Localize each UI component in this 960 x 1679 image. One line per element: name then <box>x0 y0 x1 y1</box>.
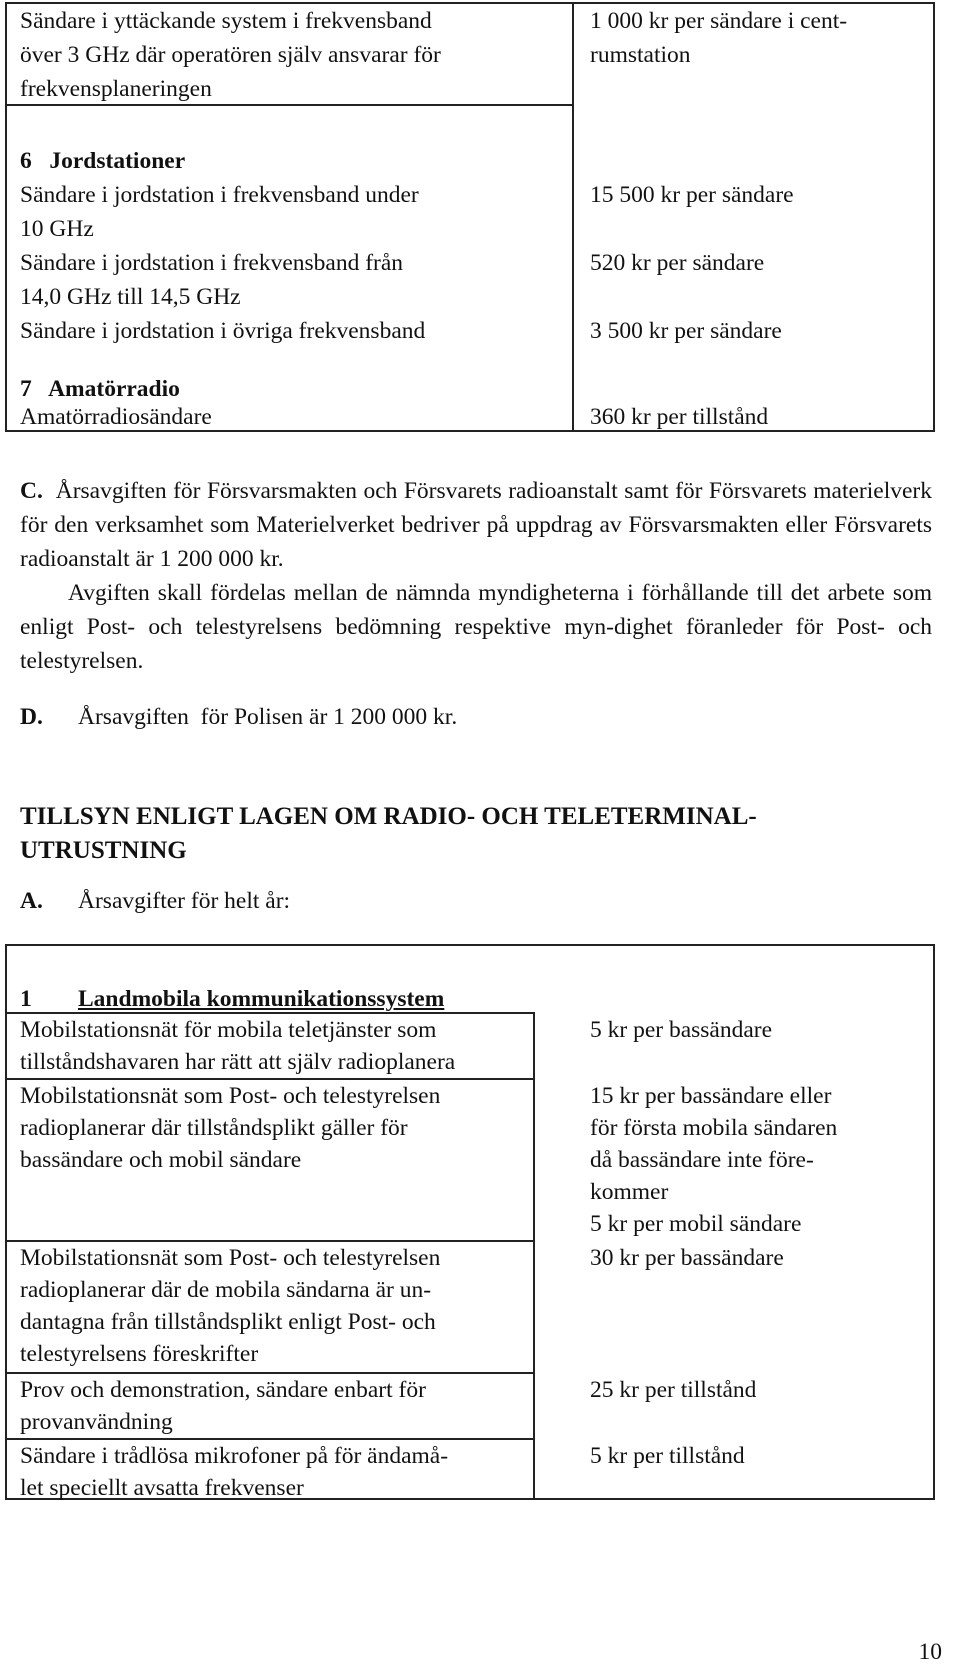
transmitter-wide-area-fee: 1 000 kr per sändare i cent- rumstation <box>590 8 848 68</box>
section-c-paragraph-2 <box>20 576 932 678</box>
section-heading-jordstationer: 6 Jordstationer <box>20 148 186 174</box>
section-c-marker: C. <box>20 478 43 504</box>
table-row-fee: 5 kr per bassändare <box>590 1017 773 1043</box>
landmobile-heading <box>20 982 444 1016</box>
landmobile-heading-text: Landmobila kommunikationssystem <box>78 986 445 1012</box>
transmitter-wide-area-label: Sändare i yttäckande system i frekvensband över 3 GHz där operatören själv ansvarar för frekvensplaneringen <box>20 8 441 102</box>
earth-station-14ghz-fee: 520 kr per sändare <box>590 250 765 276</box>
section-a-text: Årsavgifter för helt år: <box>78 888 291 914</box>
section-d-marker: D. <box>20 704 43 730</box>
earth-station-under-10ghz-label: Sändare i jordstation i frekvensband under 10 GHz <box>20 182 419 242</box>
table-column-divider <box>572 2 574 432</box>
table-row-label: Mobilstationsnät som Post- och telestyrelsen radioplanerar där tillståndsplikt gäller för bassändare och mobil sändare <box>20 1083 441 1173</box>
earth-station-14ghz-label: Sändare i jordstation i frekvensband från 14,0 GHz till 14,5 GHz <box>20 250 404 310</box>
tillsyn-heading: TILLSYN ENLIGT LAGEN OM RADIO- OCH TELETERMINAL- UTRUSTNING <box>20 803 757 864</box>
amateur-transmitter-fee: 360 kr per tillstånd <box>590 404 769 430</box>
section-d-paragraph <box>20 700 932 734</box>
earth-station-other-fee: 3 500 kr per sändare <box>590 318 782 344</box>
earth-station-other-label: Sändare i jordstation i övriga frekvensband <box>20 318 426 344</box>
table-row-fee: 15 kr per bassändare eller för första mobila sändaren då bassändare inte före- kommer 5 kr per mobil sändare <box>590 1083 838 1237</box>
earth-station-under-10ghz-fee: 15 500 kr per sändare <box>590 182 794 208</box>
amateur-transmitter-label: Amatörradiosändare <box>20 404 212 430</box>
table-row-label: Prov och demonstration, sändare enbart för provanvändning <box>20 1377 426 1435</box>
page-number: 10 <box>918 1639 942 1665</box>
section-a-paragraph <box>20 884 932 918</box>
section-c-paragraph-1 <box>20 474 932 576</box>
table-row-fee: 25 kr per tillstånd <box>590 1377 757 1403</box>
section-heading-amatorradio: 7 Amatörradio <box>20 376 180 402</box>
section-c-text-2: Avgiften skall fördelas mellan de nämnda myndigheterna i förhållande till det arbete som enligt Post- och telestyrelsens bedömning respektive myn-dighet föranleder för Post- och telestyrelsen. <box>20 580 932 674</box>
section-a-marker: A. <box>20 888 43 914</box>
table-column-divider <box>533 1012 535 1498</box>
section-d-text: Årsavgiften för Polisen är 1 200 000 kr. <box>78 704 458 730</box>
landmobile-heading-number: 1 <box>20 986 32 1012</box>
section-c-text-1: Årsavgiften för Försvarsmakten och Försvarets radioanstalt samt för Försvarets materielverk för den verksamhet som Materielverket bedriver på uppdrag av Försvarsmakten eller Försvarets radioanstalt är 1 200 000 kr. <box>20 478 932 572</box>
table-row-label: Sändare i trådlösa mikrofoner på för ändamå- let speciellt avsatta frekvenser <box>20 1443 449 1501</box>
table-row-fee: 5 kr per tillstånd <box>590 1443 745 1469</box>
table-row-fee: 30 kr per bassändare <box>590 1245 784 1271</box>
table-row-label: Mobilstationsnät för mobila teletjänster som tillståndshavaren har rätt att själv radioplanera <box>20 1017 456 1075</box>
table-row-label: Mobilstationsnät som Post- och telestyrelsen radioplanerar där de mobila sändarna är un- dantagna från tillståndsplikt enligt Post- och telestyrelsens föreskrifter <box>20 1245 441 1367</box>
